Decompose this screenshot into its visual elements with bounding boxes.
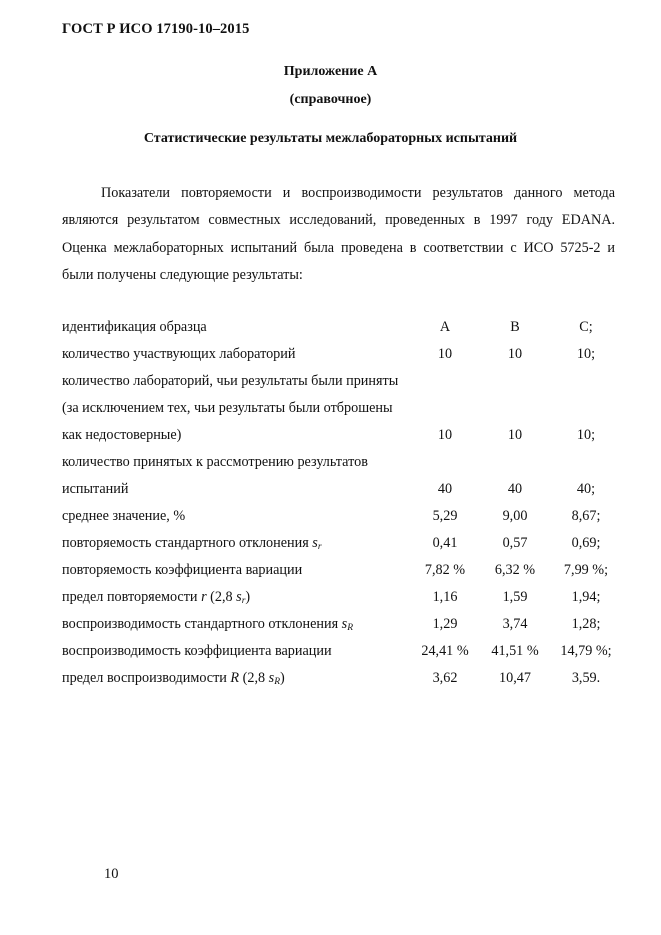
value-sample-a: 24,41 %: [421, 643, 469, 659]
row-symbol: R: [230, 670, 240, 686]
table-row: [62, 368, 622, 449]
table-row: [62, 611, 622, 638]
value-sample-c: 1,28;: [571, 616, 601, 632]
standard-designation: ГОСТ Р ИСО 17190-10–2015: [62, 21, 250, 37]
value-sample-a: 10: [437, 346, 453, 362]
table-row: [62, 530, 622, 557]
value-sample-b: 10: [507, 427, 523, 443]
value-sample-b: B: [510, 319, 520, 335]
row-symbol-subscript: r: [317, 542, 322, 552]
intro-paragraph: Показатели повторяемости и воспроизводимости результатов данного метода являются результатом совместных исследований, проведенных в 1997 году EDANA. Оценка межлабораторных испытаний была проведена в соответствии с ИСО 5725-2 и были получены следующие результаты:: [62, 185, 615, 283]
row-symbol-subscript: R: [274, 677, 280, 687]
row-symbol-subscript: r: [241, 596, 246, 606]
row-label: идентификация образца: [62, 319, 207, 335]
value-sample-b: 1,59: [502, 589, 528, 605]
row-symbol: s: [268, 670, 275, 686]
value-sample-c: 10;: [576, 346, 596, 362]
row-symbol: s: [312, 535, 318, 551]
row-label: повторяемость стандартного отклонения $s_r$: [62, 535, 322, 552]
value-sample-c: 3,59.: [571, 670, 601, 686]
row-label: количество участвующих лабораторий: [62, 346, 296, 362]
value-sample-c: 8,67;: [571, 508, 601, 524]
row-label: количество лабораторий, чьи результаты были приняты (за исключением тех, чьи результаты были отброшены как недостоверные): [62, 373, 399, 443]
value-sample-a: 10: [437, 427, 453, 443]
value-sample-b: 10: [507, 346, 523, 362]
value-sample-a: A: [439, 319, 451, 335]
value-sample-b: 9,00: [502, 508, 528, 524]
row-symbol: s: [236, 589, 242, 605]
value-sample-b: 3,74: [502, 616, 528, 632]
value-sample-a: 0,41: [432, 535, 458, 551]
row-symbol-subscript: R: [347, 623, 353, 633]
row-label: предел повторяемости r (2,8 $s_r$): [62, 589, 251, 606]
table-row: [62, 314, 622, 341]
value-sample-b: 10,47: [499, 670, 531, 686]
table-row: [62, 449, 622, 503]
value-sample-a: 3,62: [432, 670, 458, 686]
value-sample-b: 40: [507, 481, 523, 497]
row-label: воспроизводимость стандартного отклонения $s_R$: [62, 616, 353, 633]
table-row: [62, 584, 622, 611]
value-sample-a: 1,29: [432, 616, 458, 632]
value-sample-a: 5,29: [432, 508, 458, 524]
value-sample-b: 0,57: [502, 535, 528, 551]
table-row: [62, 665, 622, 692]
table-row: [62, 638, 622, 665]
results-table: [62, 314, 622, 692]
value-sample-c: 40;: [576, 481, 596, 497]
row-label: повторяемость коэффициента вариации: [62, 562, 303, 578]
annex-type: (справочное): [289, 92, 372, 107]
row-label: среднее значение, %: [62, 508, 186, 524]
value-sample-c: 7,99 %;: [563, 562, 609, 578]
row-symbol: s: [341, 616, 348, 632]
value-sample-a: 7,82 %: [424, 562, 466, 578]
row-symbol: r: [201, 589, 207, 605]
value-sample-a: 1,16: [432, 589, 458, 605]
value-sample-c: 1,94;: [571, 589, 601, 605]
table-row: [62, 503, 622, 530]
row-label: предел воспроизводимости R (2,8 $s_R$): [62, 670, 285, 687]
value-sample-c: 0,69;: [571, 535, 601, 551]
value-sample-b: 41,51 %: [491, 643, 539, 659]
annex-heading: Статистические результаты межлабораторных испытаний: [143, 131, 518, 146]
value-sample-b: 6,32 %: [494, 562, 536, 578]
annex-title: Приложение А: [283, 64, 378, 79]
row-label: воспроизводимость коэффициента вариации: [62, 643, 332, 659]
value-sample-c: 10;: [576, 427, 596, 443]
table-row: [62, 557, 622, 584]
value-sample-c: C;: [579, 319, 593, 335]
table-row: [62, 341, 622, 368]
page-number: 10: [104, 866, 119, 882]
value-sample-c: 14,79 %;: [560, 643, 612, 659]
row-label: количество принятых к рассмотрению результатов испытаний: [62, 454, 368, 497]
value-sample-a: 40: [437, 481, 453, 497]
